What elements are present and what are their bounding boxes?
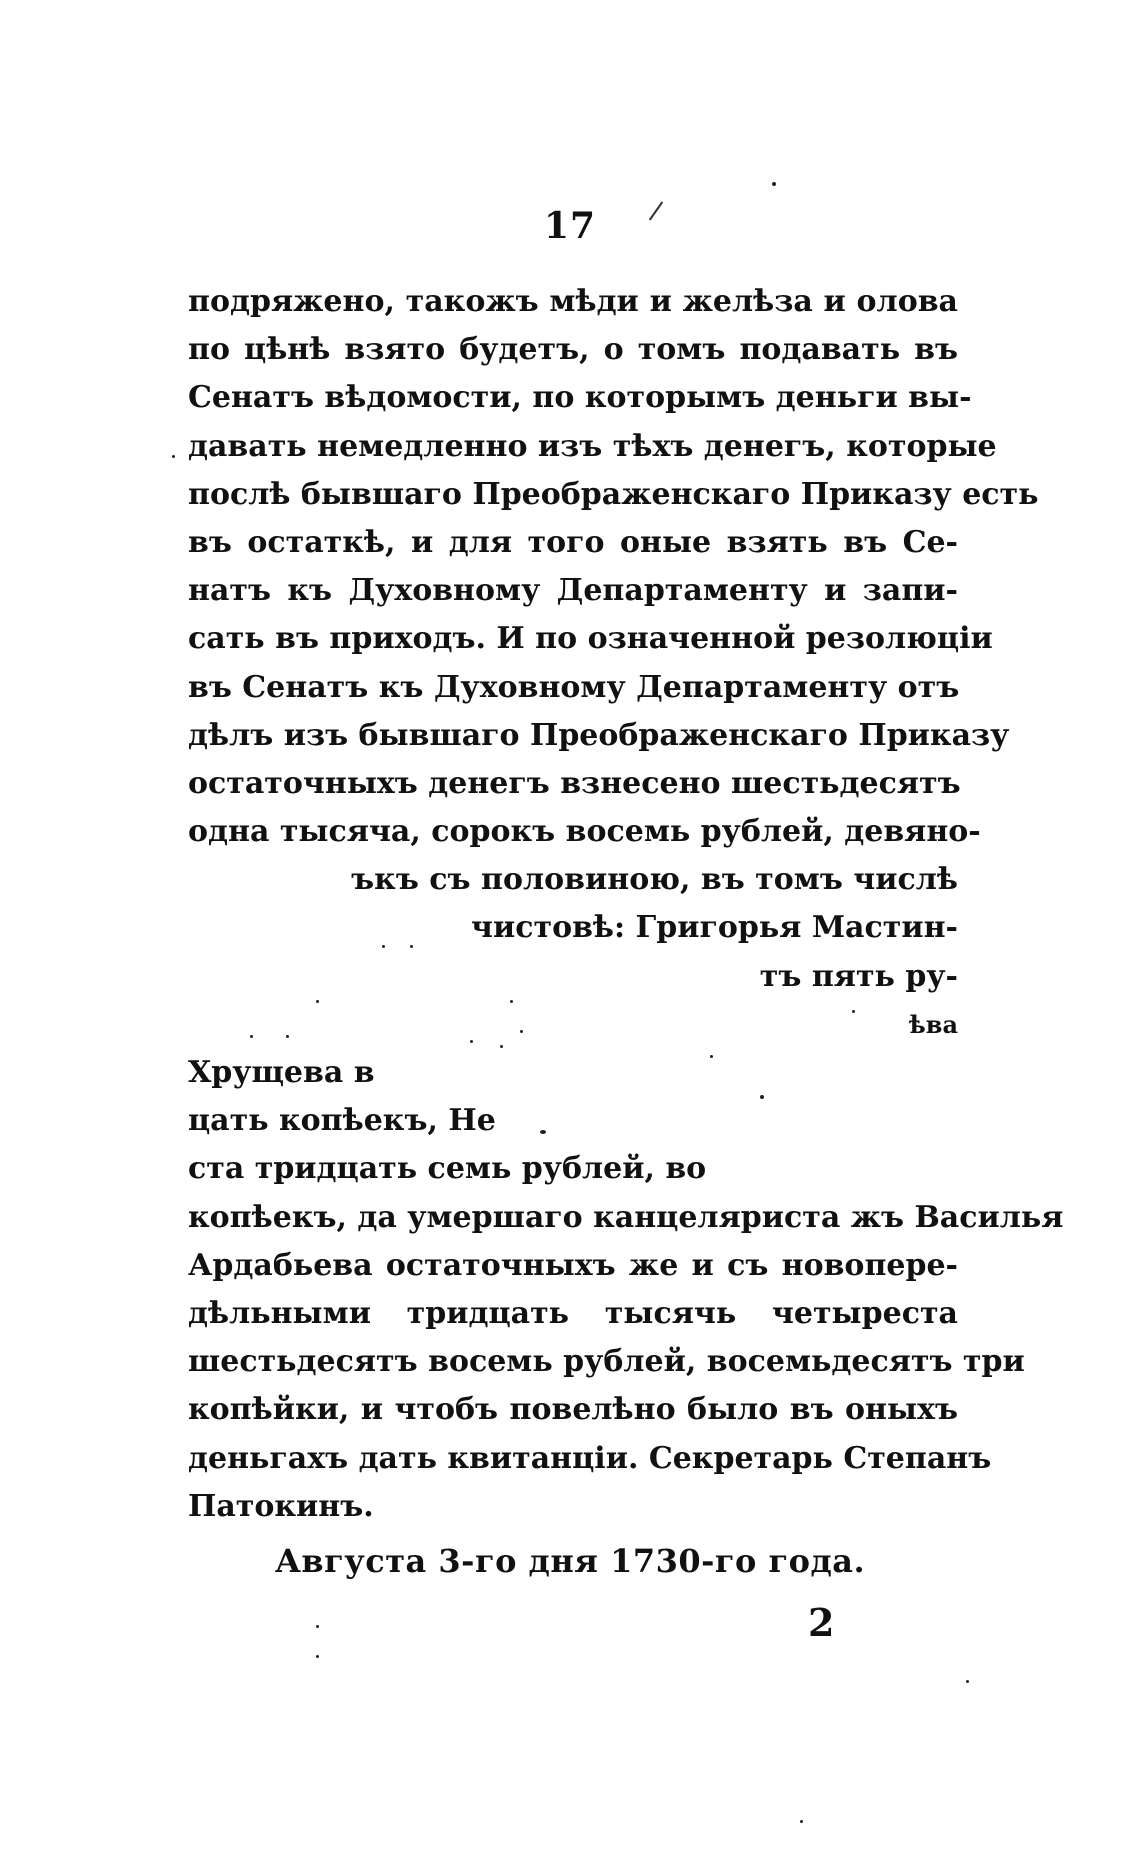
text-line: копѣйки, и чтобъ повелѣно было въ оныхъ [188,1392,958,1428]
ink-speck [316,1000,319,1003]
text-line: дѣлъ изъ бывшаго Преображенскаго Приказу [188,717,1010,753]
text-line: подряжено, такожъ мѣди и желѣза и олова [188,284,958,319]
text-line: копѣекъ, да умершаго канцеляриста жъ Василья [188,1199,1064,1235]
date-line: Августа 3-го дня 1730-го года. [274,1542,866,1580]
ink-speck [470,1040,473,1043]
text-line-fragment: чистовѣ: Григорья Мастин- [471,910,958,946]
text-line: Ардабьева остаточныхъ же и съ новопере- [188,1247,958,1283]
text-line: одна тысяча, сорокъ восемь рублей, девяно- [188,814,981,850]
text-line-fragment: ста тридцать семь рублей, во [188,1151,707,1187]
ink-speck [710,1055,713,1058]
signature-mark: 2 [808,1600,835,1645]
ink-speck [852,1010,855,1013]
ink-speck [316,1655,319,1658]
text-line: шестьдесятъ восемь рублей, восемьдесятъ три [188,1344,1025,1380]
text-line: Сенатъ вѣдомости, по которымъ деньги вы- [188,380,972,416]
ink-speck [500,1045,503,1048]
ink-speck [520,1030,523,1033]
ink-speck [172,455,175,458]
ink-speck [410,945,413,948]
ink-speck [316,1625,319,1628]
ink-speck [540,1130,546,1134]
text-line: деньгахъ дать квитанціи. Секретарь Степанъ [188,1440,992,1476]
text-line-fragment: Хрущева в [188,1055,375,1090]
text-line: остаточныхъ денегъ взнесено шестьдесятъ [188,765,961,801]
text-line-fragment: ѣва [908,1009,958,1039]
body-text [188,278,1064,1531]
text-line: въ Сенатъ къ Духовному Департаменту отъ [188,669,960,705]
text-line: въ остаткѣ, и для того оные взять въ Се- [188,524,958,560]
ink-speck [250,1035,253,1038]
text-line: давать немедленно изъ тѣхъ денегъ, которые [188,428,997,464]
page-number: 17 [543,205,597,247]
text-line-fragment: ъкъ съ половиною, въ томъ числѣ [351,862,958,898]
ink-speck [760,1095,764,1099]
text-line: по цѣнѣ взято будетъ, о томъ подавать въ [188,332,958,368]
text-line: Патокинъ. [188,1488,374,1524]
ink-speck [772,182,776,186]
text-line-fragment: тъ пять ру- [759,958,958,994]
text-line: сать въ приходъ. И по означенной резолюціи [188,621,993,657]
ink-speck [286,1035,289,1038]
ink-speck [800,1820,803,1823]
text-line: натъ къ Духовному Департаменту и запи- [188,573,958,609]
text-line: послѣ бывшаго Преображенскаго Приказу есть [188,476,1039,512]
text-line-fragment: цать копѣекъ, Не [188,1103,496,1139]
ink-speck [966,1680,969,1683]
ink-speck [382,945,385,948]
ink-speck [510,1000,513,1003]
text-line: дѣльными тридцать тысячь четыреста [188,1295,958,1331]
